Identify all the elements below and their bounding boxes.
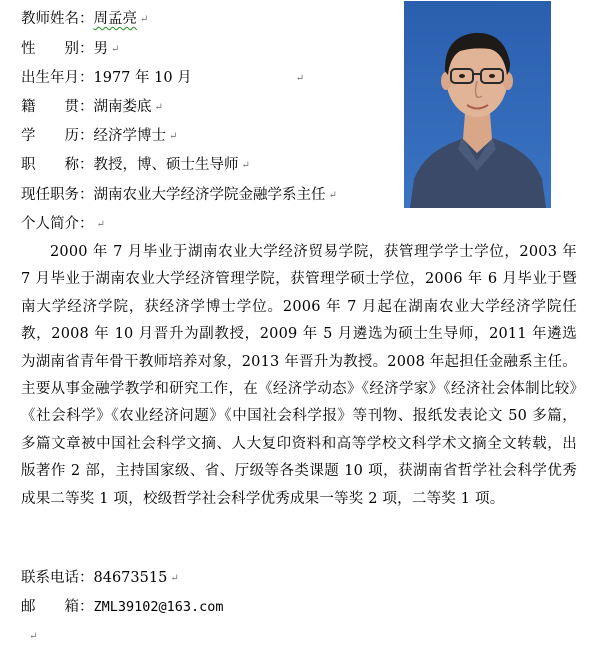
- name-label: 教师姓名：: [21, 11, 94, 27]
- paragraph-mark-icon: ↵: [241, 160, 250, 171]
- email-value: ZML39102@163.com: [93, 599, 224, 615]
- left-eye: [459, 74, 465, 78]
- paragraph-mark-icon: ↵: [170, 573, 179, 584]
- birth-value: 1977 年 10 月: [93, 70, 192, 86]
- teacher-name: 周孟亮: [93, 11, 137, 27]
- biography-paragraph: 2000 年 7 月毕业于湖南农业大学经济贸易学院，获管理学学士学位，2003 年 7 月毕业于湖南农业大学经济管理学院，获管理学硕士学位，2006 年 6 月毕业于暨南大学经济学院，获经济学博士学位。2006 年 7 月起在湖南农业大学经济学院任教，2008 年 10 月晋升为副教授，2009 年 5 月遴选为硕士生导师，2011 年遴选为湖南省青年骨干教师培养对象，2013 年晋升为教授。2008 年起担任金融系主任。主要从事金融学教学和研究工作，在《经济学动态》《经济学家》《经济社会体制比较》《社会科学》《农业经济问题》《中国社会科学报》等刊物、报纸发表论文 50 多篇，多篇文章被中国社会科学文摘、人大复印资料和高等学校文科学术文摘全文转载，出版著作 2 部，主持国家级、省、厅级等各类课题 10 项，获湖南省哲学社会科学优秀成果二等奖 1 项，校级哲学社会科学优秀成果一等奖 2 项，二等奖 1 项。: [21, 244, 577, 507]
- portrait-illustration: [404, 1, 551, 208]
- paragraph-mark-icon: ↵: [295, 73, 305, 84]
- birth-line: [21, 68, 304, 90]
- position-label: 现任职务：: [21, 187, 94, 203]
- gender-line: [21, 39, 119, 61]
- position-line: [21, 185, 337, 207]
- paragraph-mark-icon: ↵: [140, 14, 149, 25]
- right-eye: [489, 74, 495, 78]
- name-line: [21, 9, 148, 31]
- title-line: [21, 155, 250, 177]
- title-label: 职 称：: [21, 157, 94, 173]
- email-line: [21, 597, 224, 617]
- birth-label: 出生年月：: [21, 70, 94, 86]
- paragraph-mark-icon: ↵: [169, 131, 178, 142]
- paragraph-mark-icon: ↵: [154, 102, 163, 113]
- phone-line: [21, 568, 179, 590]
- email-label: 邮 箱：: [21, 599, 94, 615]
- education-value: 经济学博士: [93, 128, 166, 144]
- paragraph-mark-icon: ↵: [328, 190, 337, 201]
- right-ear: [503, 72, 513, 90]
- education-line: [21, 126, 177, 148]
- paragraph-mark-icon: ↵: [29, 631, 38, 642]
- origin-label: 籍 贯：: [21, 99, 94, 115]
- portrait-photo: [404, 1, 551, 208]
- title-value: 教授，博、硕士生导师: [93, 157, 239, 173]
- origin-value: 湖南娄底: [93, 99, 152, 115]
- gender-label: 性 别：: [21, 41, 94, 57]
- phone-label: 联系电话：: [21, 570, 94, 586]
- intro-heading-line: [21, 214, 105, 236]
- phone-value: 84673515: [93, 570, 168, 586]
- paragraph-mark-icon: ↵: [96, 219, 105, 230]
- paragraph-mark-icon: ↵: [111, 44, 120, 55]
- origin-line: [21, 97, 163, 119]
- education-label: 学 历：: [21, 128, 94, 144]
- intro-label: 个人简介：: [21, 216, 94, 232]
- left-ear: [441, 72, 451, 90]
- gender-value: 男: [93, 41, 108, 57]
- position-value: 湖南农业大学经济学院金融学系主任: [93, 187, 326, 203]
